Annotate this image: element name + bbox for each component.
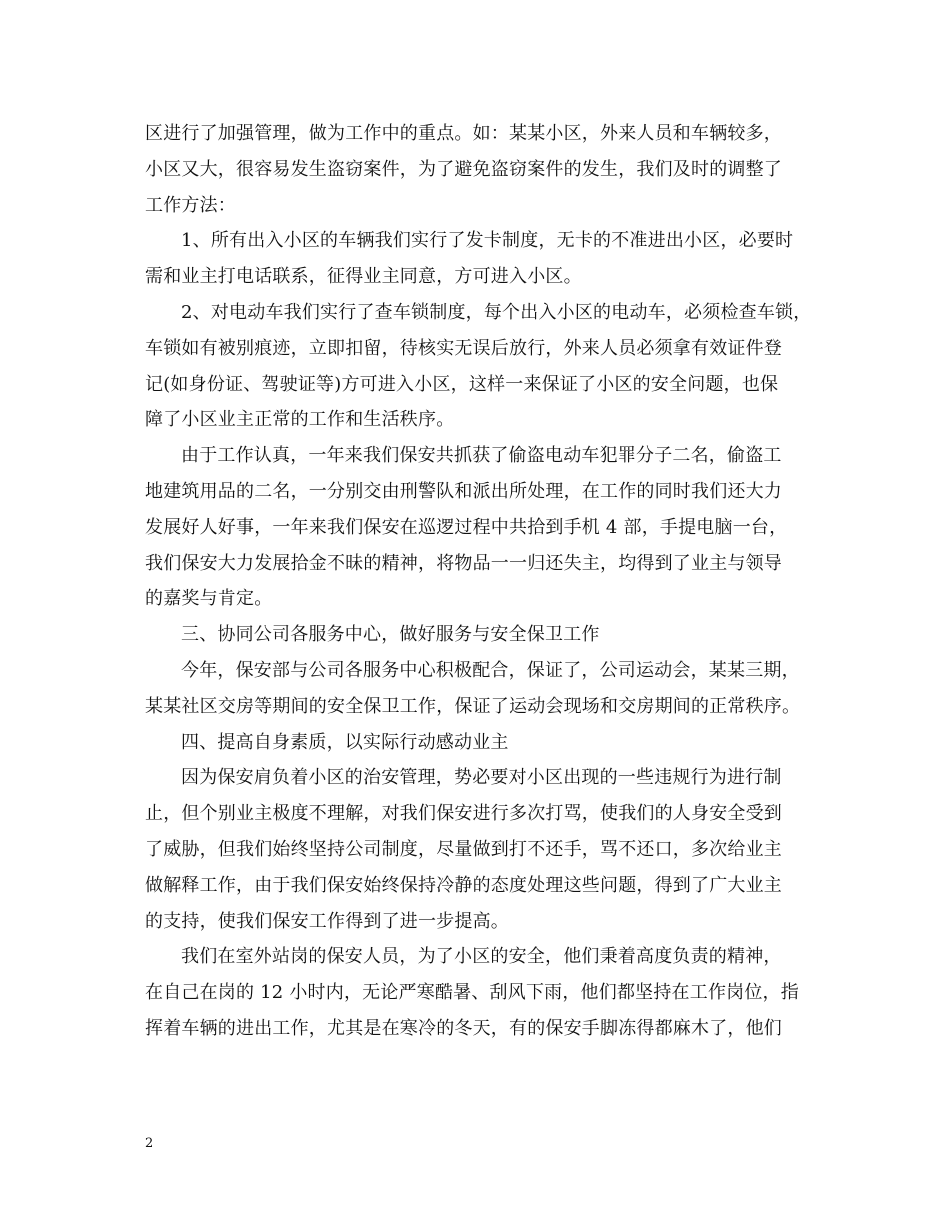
text-line: 工作方法：: [145, 194, 236, 216]
text-line: 某某社区交房等期间的安全保卫工作，保证了运动会现场和交房期间的正常秩序。: [145, 695, 801, 717]
text-line: 区进行了加强管理，做为工作中的重点。如：某某小区，外来人员和车辆较多，: [145, 123, 782, 144]
text-line: 了威胁，但我们始终坚持公司制度，尽量做到打不还手，骂不还口，多次给业主: [145, 838, 782, 860]
text-line: 因为保安肩负着小区的治安管理，势必要对小区出现的一些违规行为进行制: [181, 767, 782, 789]
text-line: 今年，保安部与公司各服务中心积极配合，保证了，公司运动会，某某三期，: [181, 659, 800, 681]
text-line: 地建筑用品的二名，一分别交由刑警队和派出所处理，在工作的同时我们还大力: [145, 480, 782, 502]
text-line: 的嘉奖与肯定。: [145, 588, 273, 610]
page-number: 2: [145, 1136, 154, 1151]
text-line: 2、对电动车我们实行了查车锁制度，每个出入小区的电动车，必须检查车锁，: [181, 301, 812, 323]
text-line: 需和业主打电话联系，征得业主同意，方可进入小区。: [145, 266, 582, 288]
text-line: 我们在室外站岗的保安人员，为了小区的安全，他们秉着高度负责的精神，: [181, 946, 782, 968]
text-line: 1、所有出入小区的车辆我们实行了发卡制度，无卡的不准进出小区，必要时: [181, 230, 794, 252]
text-line: 三、协同公司各服务中心，做好服务与安全保卫工作: [181, 624, 600, 646]
text-line: 挥着车辆的进出工作，尤其是在寒冷的冬天，有的保安手脚冻得都麻木了，他们: [145, 1017, 782, 1039]
text-line: 车锁如有被别痕迹，立即扣留，待核实无误后放行，外来人员必须拿有效证件登: [145, 337, 782, 359]
text-line: 做解释工作，由于我们保安始终保持冷静的态度处理这些问题，得到了广大业主: [145, 874, 782, 896]
text-line: 障了小区业主正常的工作和生活秩序。: [145, 409, 455, 431]
text-line: 四、提高自身素质，以实际行动感动业主: [181, 731, 509, 753]
text-line: 记(如身份证、驾驶证等)方可进入小区，这样一来保证了小区的安全问题，也保: [145, 373, 779, 395]
text-line: 由于工作认真，一年来我们保安共抓获了偷盗电动车犯罪分子二名，偷盗工: [181, 445, 782, 467]
text-line: 小区又大，很容易发生盗窃案件，为了避免盗窃案件的发生，我们及时的调整了: [145, 158, 782, 180]
text-line: 发展好人好事，一年来我们保安在巡逻过程中共拾到手机 4 部，手提电脑一台，: [145, 516, 788, 538]
text-line: 我们保安大力发展拾金不昧的精神，将物品一一归还失主，均得到了业主与领导: [145, 552, 782, 574]
text-line: 止，但个别业主极度不理解，对我们保安进行多次打骂，使我们的人身安全受到: [145, 803, 782, 825]
document-body: [145, 116, 825, 1047]
text-line: 在自己在岗的 12 小时内，无论严寒酷暑、刮风下雨，他们都坚持在工作岗位，指: [145, 982, 799, 1004]
text-line: 的支持，使我们保安工作得到了进一步提高。: [145, 910, 509, 932]
